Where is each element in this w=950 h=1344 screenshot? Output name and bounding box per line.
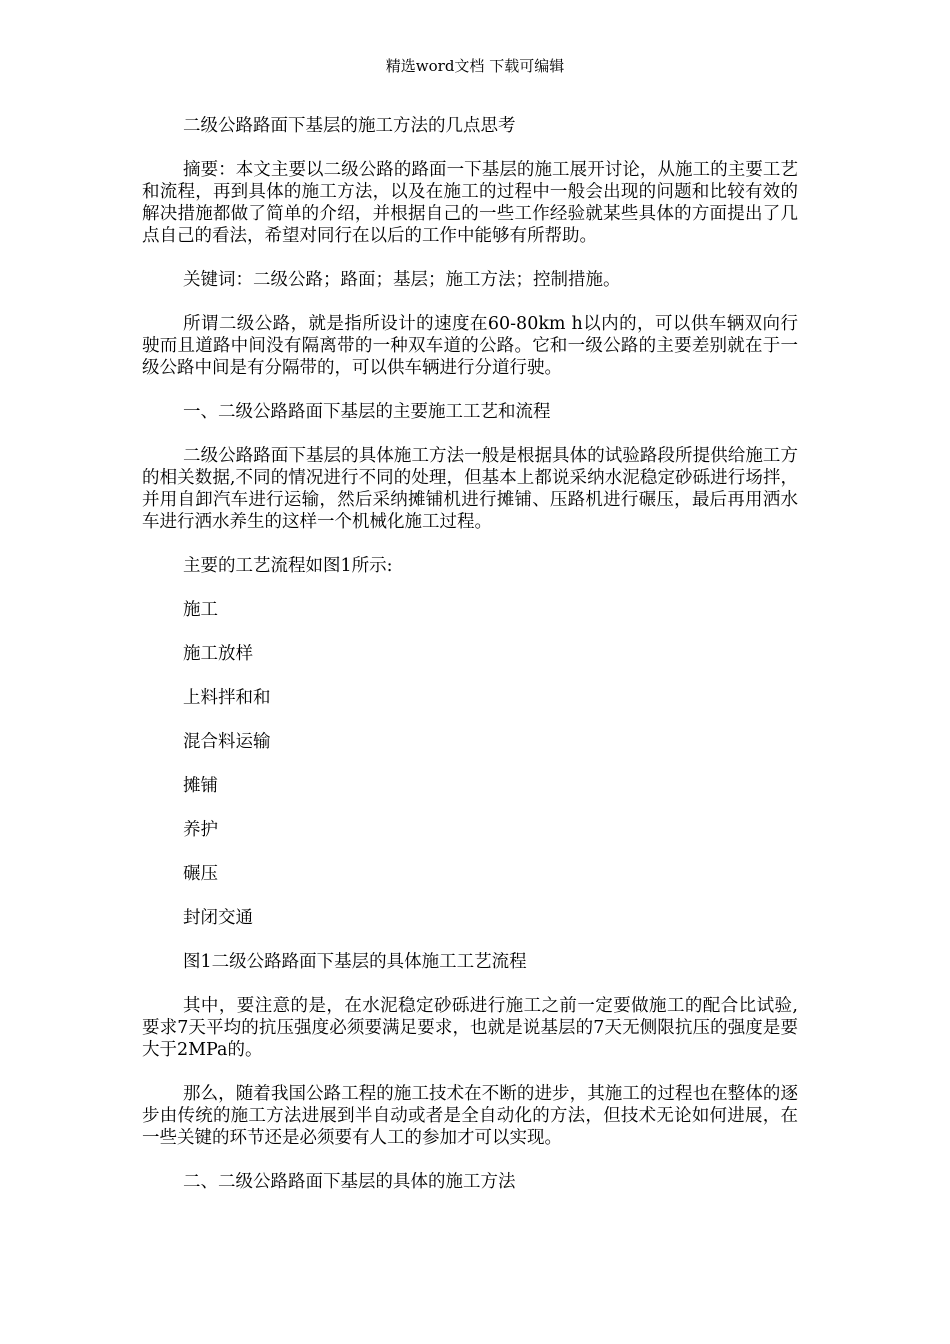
- page-header: 精选word文档 下载可编辑: [385, 57, 565, 75]
- document-body: [142, 115, 798, 1215]
- abstract-paragraph: 摘要：本文主要以二级公路的路面一下基层的施工展开讨论，从施工的主要工艺和流程，再到具体的施工方法，以及在施工的过程中一般会出现的问题和比较有效的解决措施都做了简单的介绍，并根据自己的一些工作经验就某些具体的方面提出了几点自己的看法，希望对同行在以后的工作中能够有所帮助。: [142, 160, 798, 246]
- progress-paragraph: 那么，随着我国公路工程的施工技术在不断的进步，其施工的过程也在整体的逐步由传统的施工方法进展到半自动或者是全自动化的方法，但技术无论如何进展，在一些关键的环节还是必须要有人工的参加才可以实现。: [142, 1084, 798, 1148]
- flow-step: 封闭交通: [183, 908, 253, 928]
- flow-step: 施工放样: [183, 644, 253, 664]
- flow-intro: 主要的工艺流程如图1所示:: [183, 556, 393, 576]
- flow-step: 摊铺: [183, 776, 218, 796]
- section-2-heading: 二、二级公路路面下基层的具体的施工方法: [183, 1172, 516, 1192]
- section-1-paragraph: 二级公路路面下基层的具体施工方法一般是根据具体的试验路段所提供给施工方的相关数据,不同的情况进行不同的处理，但基本上都说采纳水泥稳定砂砾进行场拌，并用自卸汽车进行运输，然后采纳摊铺机进行摊铺、压路机进行碾压，最后再用洒水车进行洒水养生的这样一个机械化施工过程。: [142, 446, 798, 532]
- intro-paragraph: 所谓二级公路，就是指所设计的速度在60-80km h以内的，可以供车辆双向行驶而且道路中间没有隔离带的一种双车道的公路。它和一级公路的主要差别就在于一级公路中间是有分隔带的，可以供车辆进行分道行驶。: [142, 314, 798, 378]
- section-1-heading: 一、二级公路路面下基层的主要施工工艺和流程: [183, 402, 551, 422]
- flow-step: 上料拌和和: [183, 688, 271, 708]
- figure-caption: 图1二级公路路面下基层的具体施工工艺流程: [183, 952, 527, 972]
- flow-step: 混合料运输: [183, 732, 271, 752]
- keywords-paragraph: 关键词：二级公路；路面；基层；施工方法；控制措施。: [183, 270, 621, 290]
- document-title: 二级公路路面下基层的施工方法的几点思考: [183, 116, 516, 136]
- flow-step: 施工: [183, 600, 218, 620]
- flow-step: 碾压: [183, 864, 218, 884]
- note-paragraph: 其中，要注意的是，在水泥稳定砂砾进行施工之前一定要做施工的配合比试验,要求7天平均的抗压强度必须要满足要求，也就是说基层的7天无侧限抗压的强度是要大于2MPa的。: [142, 996, 798, 1060]
- flow-step: 养护: [183, 820, 218, 840]
